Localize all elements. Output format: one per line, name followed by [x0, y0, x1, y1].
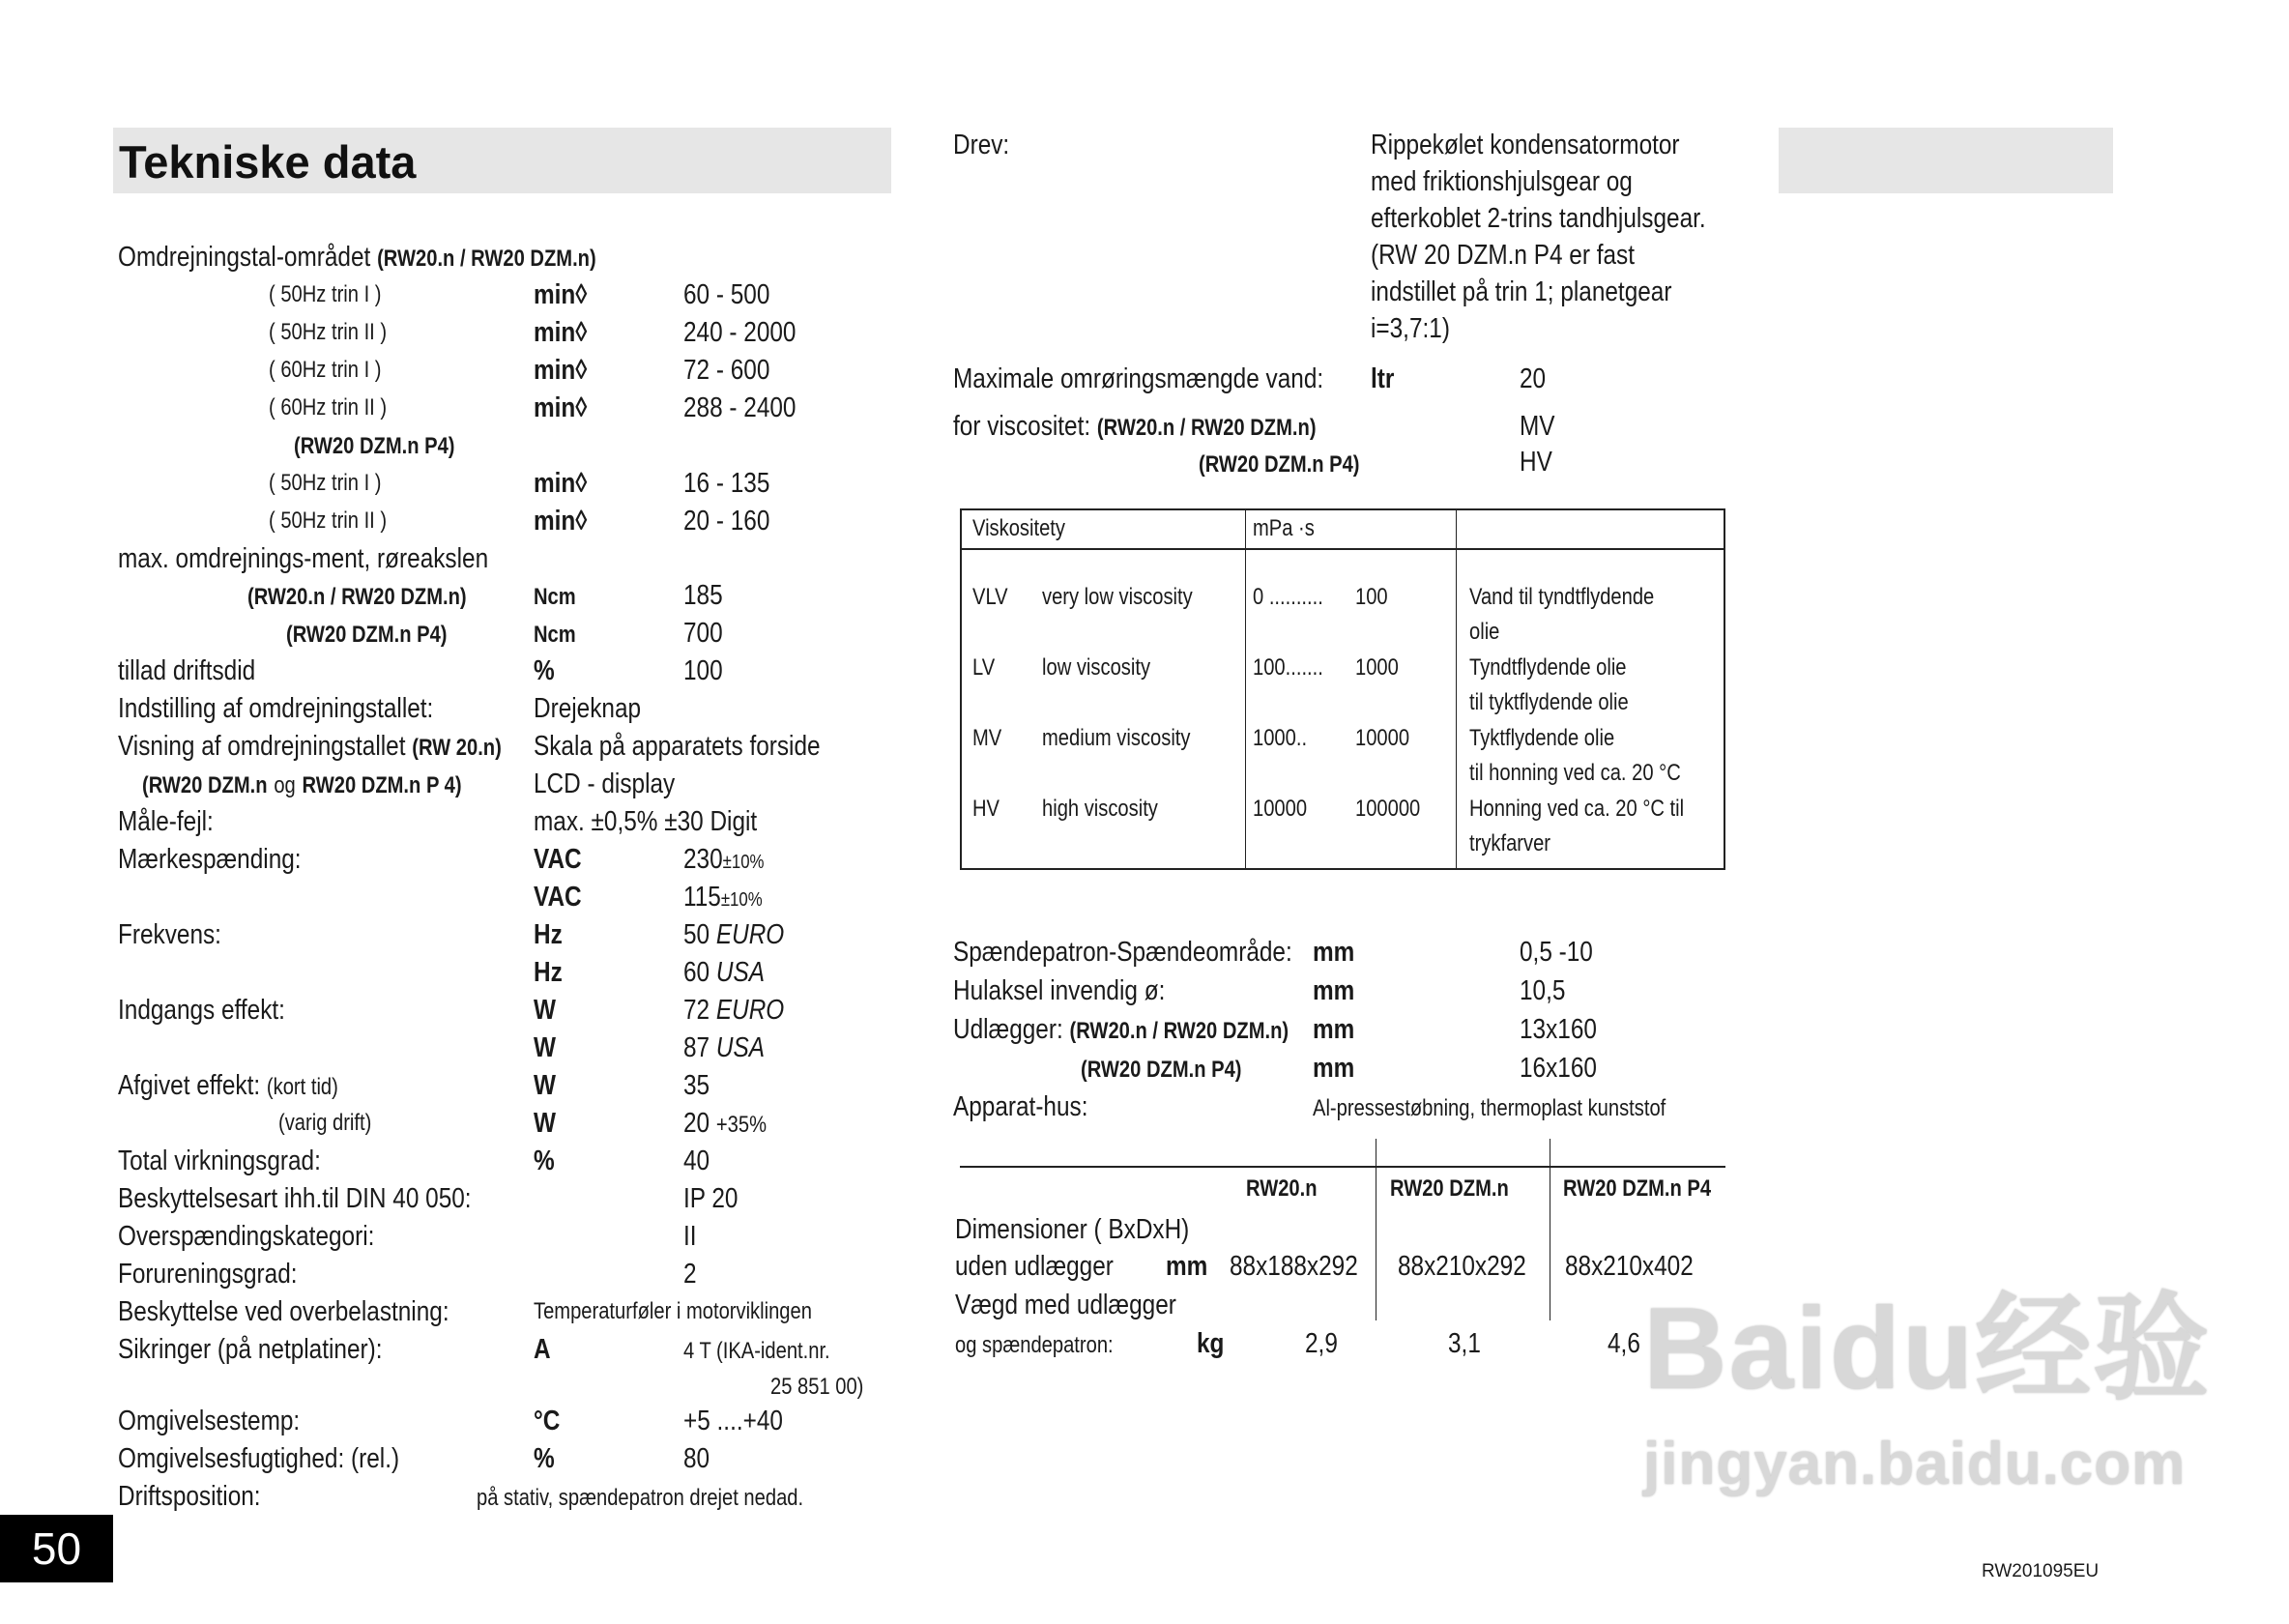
visc-to: 100000: [1355, 796, 1421, 822]
max-water-value: 20: [1520, 363, 1547, 394]
max-water-label: Maximale omrøringsmængde vand:: [953, 363, 1324, 394]
visc-to: 100: [1355, 584, 1388, 610]
housing-value: Al-pressestøbning, thermoplast kunststof: [1313, 1095, 1666, 1121]
dim-unit: mm: [1166, 1251, 1208, 1282]
visc-name: low viscosity: [1042, 654, 1151, 681]
ambient-temp-unit: °C: [534, 1406, 561, 1436]
error-label: Måle-fejl:: [118, 806, 214, 837]
visc-value: HV: [1520, 447, 1552, 478]
efficiency-unit: %: [534, 1146, 555, 1176]
header-bar-right: [1779, 128, 2113, 193]
speed-row-value: 240 - 2000: [683, 317, 797, 348]
max-water-unit: ltr: [1371, 363, 1395, 394]
overload-label: Beskyttelse ved overbelastning:: [118, 1296, 449, 1327]
p4-model-label: (RW20 DZM.n P4): [294, 433, 455, 459]
ext-value: 13x160: [1520, 1014, 1597, 1045]
output-label: Afgivet effekt: (kort tid): [118, 1070, 338, 1101]
visc-table-border: [960, 868, 1725, 870]
position-value: på stativ, spændepatron drejet nedad.: [477, 1485, 804, 1511]
drive-line: (RW 20 DZM.n P4 er fast: [1371, 240, 1635, 271]
visc-code: HV: [972, 796, 1000, 822]
housing-label: Apparat-hus:: [953, 1091, 1088, 1122]
speed-range-models: (RW20.n / RW20 DZM.n): [377, 246, 596, 272]
efficiency-value: 40: [683, 1146, 710, 1176]
visc-table-header: Viskositety: [972, 515, 1065, 541]
dim-header: RW20.n: [1246, 1175, 1318, 1202]
visc-desc: til tyktflydende olie: [1469, 689, 1629, 715]
speed-row-unit: min◊: [534, 279, 588, 310]
overvoltage-value: II: [683, 1221, 697, 1252]
freq-value: 60 USA: [683, 957, 765, 988]
voltage-unit: VAC: [534, 844, 582, 875]
ext-model: (RW20 DZM.n P4): [1081, 1057, 1242, 1083]
voltage-unit: VAC: [534, 882, 582, 913]
torque-model: (RW20.n / RW20 DZM.n): [247, 584, 467, 610]
visc-desc: Honning ved ca. 20 °C til: [1469, 796, 1685, 822]
protection-value: IP 20: [683, 1183, 739, 1214]
duty-label: tillad driftsdid: [118, 655, 256, 686]
visc-name: medium viscosity: [1042, 725, 1191, 751]
drive-line: efterkoblet 2-trins tandhjulsgear.: [1371, 203, 1706, 234]
dim-header: RW20 DZM.n: [1390, 1175, 1509, 1202]
speed-row-unit: min◊: [534, 317, 588, 348]
visc-desc: Tyndtflydende olie: [1469, 654, 1627, 681]
visc-desc: Tyktflydende olie: [1469, 725, 1615, 751]
pollution-value: 2: [683, 1259, 697, 1290]
visc-from: 100.......: [1253, 654, 1323, 681]
torque-model: (RW20 DZM.n P4): [286, 622, 448, 648]
visc-table-border: [960, 548, 1725, 550]
drive-line: Rippekølet kondensatormotor: [1371, 130, 1680, 160]
speed-row-unit: min◊: [534, 392, 588, 423]
visc-value: MV: [1520, 411, 1555, 442]
page-number: 50: [31, 1523, 82, 1574]
voltage-value: 115±10%: [683, 882, 763, 913]
chuck-unit: mm: [1313, 937, 1355, 968]
p4-row-value: 20 - 160: [683, 506, 770, 536]
display-value: Skala på apparatets forside: [534, 731, 821, 762]
dim-value: 88x210x292: [1398, 1251, 1526, 1282]
ext-unit: mm: [1313, 1014, 1355, 1045]
visc-table-border: [1724, 508, 1725, 870]
fuse-label: Sikringer (på netplatiner):: [118, 1334, 383, 1365]
setting-label: Indstilling af omdrejningstallet:: [118, 693, 434, 724]
visc-from: 0 ..........: [1253, 584, 1323, 610]
visc-table-border: [1245, 508, 1246, 870]
drive-line: i=3,7:1): [1371, 313, 1450, 344]
position-label: Driftsposition:: [118, 1481, 261, 1512]
visc-desc: til honning ved ca. 20 °C: [1469, 760, 1681, 786]
speed-row-label: ( 60Hz trin II ): [269, 394, 388, 420]
voltage-value: 230±10%: [683, 844, 765, 875]
visc-table-border: [960, 508, 962, 870]
ext-label: Udlægger: (RW20.n / RW20 DZM.n): [953, 1014, 1289, 1045]
output-unit: W: [534, 1108, 556, 1139]
visc-code: VLV: [972, 584, 1008, 610]
display-value2: LCD - display: [534, 768, 676, 799]
output-cont-label: (varig drift): [278, 1110, 372, 1136]
speed-row-label: ( 60Hz trin I ): [269, 357, 382, 383]
visc-table-header: mPa ·s: [1253, 515, 1315, 541]
dim-sub: uden udlægger: [955, 1251, 1114, 1282]
torque-unit: Ncm: [534, 622, 576, 648]
drive-label: Drev:: [953, 130, 1010, 160]
visc-desc: Vand til tyndtflydende: [1469, 584, 1655, 610]
humidity-value: 80: [683, 1443, 710, 1474]
visc-model: (RW20 DZM.n P4): [1199, 451, 1360, 478]
p4-row-label: ( 50Hz trin II ): [269, 508, 388, 534]
fuse-value2: 25 851 00): [770, 1374, 864, 1400]
display-label: Visning af omdrejningstallet (RW 20.n): [118, 731, 502, 762]
duty-value: 100: [683, 655, 723, 686]
dim-label: Dimensioner ( BxDxH): [955, 1214, 1190, 1245]
hollow-value: 10,5: [1520, 975, 1566, 1006]
page-title: Tekniske data: [119, 136, 417, 188]
input-value: 87 USA: [683, 1032, 765, 1063]
visc-name: very low viscosity: [1042, 584, 1193, 610]
p4-row-unit: min◊: [534, 506, 588, 536]
output-unit: W: [534, 1070, 556, 1101]
display-model: (RW 20.n): [412, 735, 502, 761]
speed-row-value: 288 - 2400: [683, 392, 797, 423]
input-value: 72 EURO: [683, 995, 785, 1026]
visc-label: for viscositet: (RW20.n / RW20 DZM.n): [953, 411, 1317, 442]
error-value: max. ±0,5% ±30 Digit: [534, 806, 758, 837]
drive-line: indstillet på trin 1; planetgear: [1371, 276, 1672, 307]
speed-row-value: 72 - 600: [683, 355, 770, 386]
visc-name: high viscosity: [1042, 796, 1158, 822]
overvoltage-label: Overspændingskategori:: [118, 1221, 375, 1252]
fuse-unit: A: [534, 1334, 551, 1365]
speed-row-value: 60 - 500: [683, 279, 770, 310]
display-model2: (RW20 DZM.n og RW20 DZM.n P 4): [142, 772, 462, 798]
protection-label: Beskyttelsesart ihh.til DIN 40 050:: [118, 1183, 472, 1214]
doc-code: RW201095EU: [1982, 1561, 2100, 1581]
freq-unit: Hz: [534, 919, 563, 950]
drive-line: med friktionshjulsgear og: [1371, 166, 1633, 197]
duty-unit: %: [534, 655, 555, 686]
visc-code: LV: [972, 654, 996, 681]
freq-value: 50 EURO: [683, 919, 785, 950]
setting-value: Drejeknap: [534, 693, 642, 724]
p4-row-value: 16 - 135: [683, 468, 770, 499]
hollow-unit: mm: [1313, 975, 1355, 1006]
visc-desc: trykfarver: [1469, 830, 1551, 856]
ambient-temp-label: Omgivelsestemp:: [118, 1406, 301, 1436]
output-value: 20 +35%: [683, 1108, 768, 1139]
fuse-value: 4 T (IKA-ident.nr.: [683, 1338, 830, 1364]
torque-value: 185: [683, 580, 723, 611]
dim-value: 88x210x402: [1565, 1251, 1694, 1282]
input-label: Indgangs effekt:: [118, 995, 285, 1026]
efficiency-label: Total virkningsgrad:: [118, 1146, 321, 1176]
dim-table-line: [960, 1166, 1725, 1168]
pollution-label: Forureningsgrad:: [118, 1259, 298, 1290]
watermark-main: Baidu经验: [1643, 1284, 2212, 1413]
weight-value: 2,9: [1305, 1328, 1338, 1359]
chuck-value: 0,5 -10: [1520, 937, 1593, 968]
humidity-label: Omgivelsesfugtighed: (rel.): [118, 1443, 400, 1474]
chuck-label: Spændepatron-Spændeområde:: [953, 937, 1292, 968]
ext-value: 16x160: [1520, 1053, 1597, 1084]
speed-row-unit: min◊: [534, 355, 588, 386]
weight-value: 4,6: [1608, 1328, 1640, 1359]
weight-sub: og spændepatron:: [955, 1332, 1114, 1358]
output-value: 35: [683, 1070, 710, 1101]
weight-label: Vægd med udlægger: [955, 1290, 1176, 1320]
input-unit: W: [534, 995, 556, 1026]
hollow-label: Hulaksel invendig ø:: [953, 975, 1166, 1006]
p4-row-unit: min◊: [534, 468, 588, 499]
weight-unit: kg: [1197, 1328, 1225, 1359]
speed-range-label: Omdrejningstal-området (RW20.n / RW20 DZM.n): [118, 242, 596, 273]
speed-row-label: ( 50Hz trin I ): [269, 281, 382, 307]
visc-to: 10000: [1355, 725, 1410, 751]
freq-label: Frekvens:: [118, 919, 221, 950]
dim-header: RW20 DZM.n P4: [1563, 1175, 1712, 1202]
visc-desc: olie: [1469, 619, 1500, 645]
voltage-label: Mærkespænding:: [118, 844, 302, 875]
freq-unit: Hz: [534, 957, 563, 988]
torque-unit: Ncm: [534, 584, 576, 610]
torque-value: 700: [683, 618, 723, 649]
weight-value: 3,1: [1448, 1328, 1481, 1359]
watermark-sub: jingyan.baidu.com: [1643, 1431, 2187, 1497]
ext-unit: mm: [1313, 1053, 1355, 1084]
visc-table-border: [960, 508, 1725, 510]
visc-table-border: [1456, 508, 1457, 870]
visc-from: 10000: [1253, 796, 1308, 822]
dim-value: 88x188x292: [1230, 1251, 1358, 1282]
speed-row-label: ( 50Hz trin II ): [269, 319, 388, 345]
p4-row-label: ( 50Hz trin I ): [269, 470, 382, 496]
overload-value: Temperaturføler i motorviklingen: [534, 1298, 812, 1324]
visc-from: 1000..: [1253, 725, 1308, 751]
humidity-unit: %: [534, 1443, 555, 1474]
input-unit: W: [534, 1032, 556, 1063]
torque-label: max. omdrejnings-ment, røreakslen: [118, 543, 489, 574]
ambient-temp-value: +5 ....+40: [683, 1406, 783, 1436]
visc-code: MV: [972, 725, 1002, 751]
visc-to: 1000: [1355, 654, 1399, 681]
